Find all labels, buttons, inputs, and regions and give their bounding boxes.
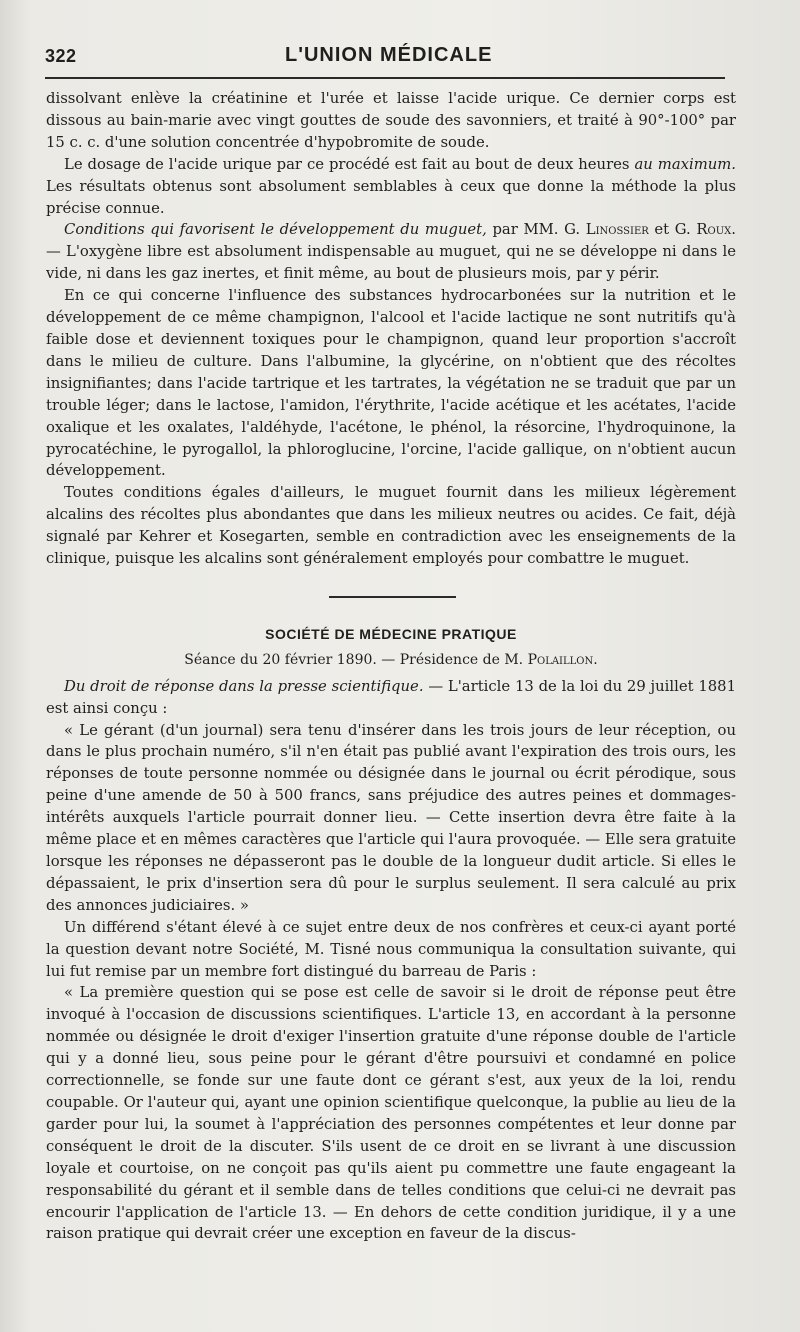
running-title: L'UNION MÉDICALE [285,44,493,66]
article-title-droit: Du droit de réponse dans la presse scientifique. [64,677,424,695]
paragraph-consultation: « La première question qui se pose est celle de savoir si le droit de réponse peut être invoqué à l'occasion de discussions scientifiques. L'article 13, en accordant à la personne nommée ou désignée le droit d'exiger l'insertion gratuite d'une réponse double de l'article qui y a donné lieu, sous peine pour le gérant d'être poursuivi et condamné en police correctionnelle, se fonde sur une faute dont ce gérant s'est, aux yeux de la loi, rendu coupable. Or l'auteur qui, ayant une opinion scientifique quelconque, la publie au lieu de la garder pour lui, la soumet à l'appréciation des personnes compétentes et leur donne par conséquent le droit de la discuter. S'ils usent de ce droit en se livrant à une discussion loyale et courtoise, on ne conçoit pas qu'ils aient pu commettre une faute engageant la responsabilité du gérant et il semble dans de telles conditions que celui-ci ne devrait pas encourir l'application de l'article 13. — En dehors de cette condition juridique, il y a une raison pratique qui devrait créer une exception en faveur de la discus- [46,984,736,1243]
paragraph-law-quote: « Le gérant (d'un journal) sera tenu d'insérer dans les trois jours de leur réception, ou dans le plus prochain numéro, s'il n'en était pas publié avant l'expiration des trois ours, les réponses de toute personne nommée ou désignée dans le journal ou écrit pérodique, sous peine d'une amende de 50 à 500 francs, sans préjudice des autres peines et dommages-intérêts auxquels l'article pourrait donner lieu. — Cette insertion devra être faite à la même place et en mêmes caractères que l'article qui l'aura provoquée. — Elle sera gratuite lorsque les réponses ne dépasseront pas le double de la longueur dudit article. Si elles le dépassaient, le prix d'insertion sera dû pour le surplus seulement. Il sera calculé au prix des annonces judiciaires. » [46,721,736,914]
paragraph-dispute: Un différend s'étant élevé à ce sujet entre deux de nos confrères et ceux-ci ayant porté la question devant notre Société, M. Tisné nous communiqua la consultation suivante, qui lui fut remise par un membre fort distingué du barreau de Paris : [46,918,736,980]
article-text [46,88,736,1245]
header-rule [45,77,725,79]
paragraph-droit-reponse: Du droit de réponse dans la presse scientifique. — L'article 13 de la loi du 29 juillet 1881 est ainsi conçu : [46,677,736,717]
section-separator [329,596,456,598]
paragraph-muguet-intro: Conditions qui favorisent le développement du muguet, par MM. G. Linossier et G. Roux. — L'oxygène libre est absolument indispensable au muguet, qui ne se développe ni dans le vide, ni dans les gaz inertes, et finit même, au bout de plusieurs mois, par y périr. [46,221,736,283]
page-header [45,40,735,74]
session-line: Séance du 20 février 1890. — Présidence de M. Polaillon. [184,651,598,668]
author-linossier: Linossier [585,221,649,239]
paragraph-hydrocarbon: En ce qui concerne l'influence des substances hydrocarbonées sur la nutrition et le développement de ce même champignon, l'alcool et l'acide lactique ne sont nutritifs qu'à faible dose et deviennent toxiques pour le champignon, quand leur proportion s'accroît dans le milieu de culture. Dans l'albumine, la glycérine, on n'obtient que des récoltes insignifiantes; dans l'acide tartrique et les tartrates, la végétation ne se traduit que par un trouble léger; dans le lactose, l'amidon, l'érythrite, l'acide acétique et les acétates, l'acide oxalique et les oxalates, l'aldéhyde, l'acétone, le phénol, la résorcine, l'hydroquinone, la pyrocatéchine, le pyrogallol, la phloroglucine, l'orcine, l'acide gallique, on n'obtient aucun développement. [46,287,736,480]
paragraph-continued: dissolvant enlève la créatinine et l'urée et laisse l'acide urique. Ce dernier corps est dissous au bain-marie avec vingt gouttes de soude des savonniers, et traité à 90°-100° par 15 c. c. d'une solution concentrée d'hypobromite de soude. [46,90,736,151]
author-roux: Roux [696,221,732,239]
article-title-muguet: Conditions qui favorisent le développement du muguet, [64,221,487,239]
paragraph-uric-acid: Le dosage de l'acide urique par ce procédé est fait au bout de deux heures au maximum. Les résultats obtenus sont absolument semblables à ceux que donne la méthode la plus précise connue. [46,155,737,217]
page-number: 322 [45,46,77,66]
section-title: SOCIÉTÉ DE MÉDECINE PRATIQUE [265,625,517,642]
paragraph-alkaline: Toutes conditions égales d'ailleurs, le muguet fournit dans les milieux légèrement alcalins des récoltes plus abondantes que dans les milieux neutres ou acides. Ce fait, déjà signalé par Kehrer et Kosegarten, semble en contradiction avec les enseignements de la clinique, puisque les alcalins sont généralement employés pour combattre le muguet. [46,484,736,568]
president-name: Polaillon [527,651,594,668]
